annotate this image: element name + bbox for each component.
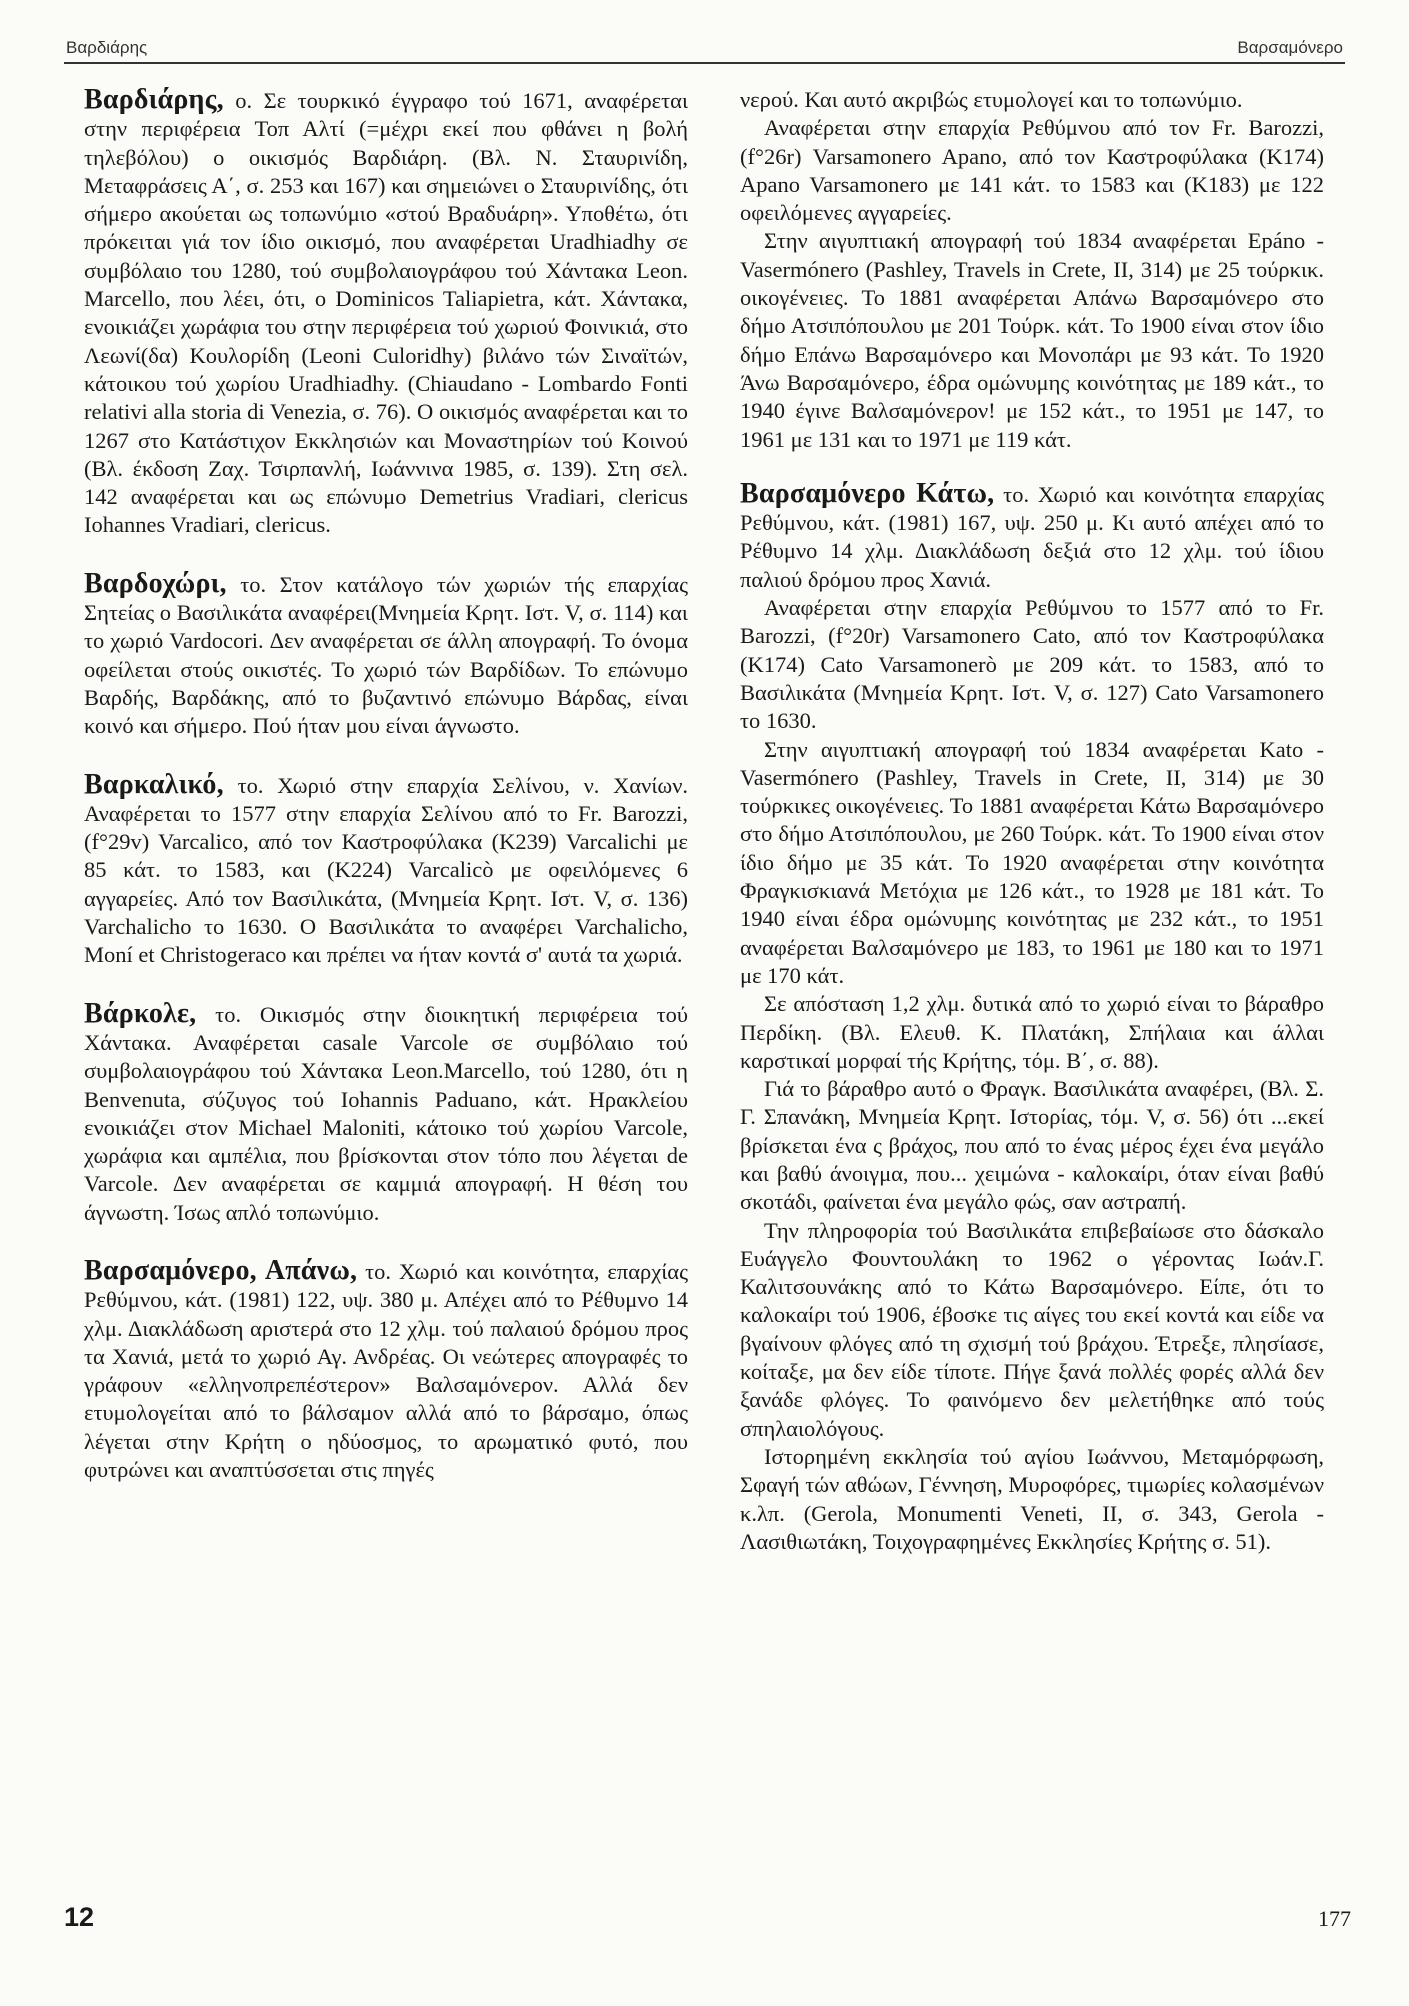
headword: Βαρκαλικό, [84,768,224,800]
entry-text: το. Χωριό στην επαρχία Σελίνου, ν. Χανίων. Αναφέρεται το 1577 στην επαρχία Σελίνου από το Fr. Barozzi, (f°29v) Varcalico, από τον Καστροφύλακα (K239) Varcalichi με 85 κάτ. το 1583, και (K224) Varcalicò με οφειλόμενες 6 αγγαρείες. Από τον Βασιλικάτα, (Μνημεία Κρητ. Ιστ. V, σ. 136) Varchalicho το 1630. Ο Βασιλικάτα το αναφέρει Varchalicho, Moní et Christogeraco και πρέπει να ήταν κοντά σ' αυτά τα χωριά. [84,772,688,968]
entry-varsamonero-apano [84,1254,688,1484]
paragraph: νερού. Και αυτό ακριβώς ετυμολογεί και το τοπωνύμιο. [740,87,1243,112]
right-column [740,86,1324,1896]
headword: Βαρσαμόνερο Κάτω, [740,477,995,509]
headword: Βαρδιάρης, [84,86,224,115]
paragraph: Την πληροφορία τού Βασιλικάτα επιβεβαίωσε στο δάσκαλο Ευάγγελο Φουντουλάκη το 1962 ο γέροντας Ιωάν.Γ. Καλιτσουνάκης από το Κάτω Βαρσαμόνερο. Είπε, ότι το καλοκαίρι τού 1906, έβοσκε τις αίγες του εκεί κοντά και είδε να βγαίνουν φλόγες από τη σχισμή τού βράχου. Έτρεξε, πλησίασε, κοίταξε, μα δεν είδε τίποτε. Πήγε ξανά πολλές φορές αλλά δεν ξανάδε φλόγες. Το φαινόμενο δεν μελετήθηκε από τούς σπηλαιολόγους. [740,1217,1324,1441]
entry-text: ο. Σε τουρκικό έγγραφο τού 1671, αναφέρεται στην περιφέρεια Τοπ Αλτί (=μέχρι εκεί που φθάνει η βολή τηλεβόλου) ο οικισμός Βαρδιάρη. (Βλ. Ν. Σταυρινίδη, Μεταφράσεις Α΄, σ. 253 και 167) και σημειώνει ο Σταυρινίδης, ότι σήμερο ακούεται ως τοπωνύμιο «στού Βραδυάρη». Υποθέτω, ότι πρόκειται γιά τον ίδιο οικισμό, που αναφέρεται Uradhiadhy σε συμβόλαιο του 1280, τού συμβολαιογράφου τού Χάντακα Leon. Marcello, που λέει, ότι, ο Dominicos Taliapietra, κάτ. Χάντακα, ενοικιάζει χωράφια του στην περιφέρεια τού χωριού Φοινικιά, στο Λεωνί(δα) Κουλορίδη (Leoni Culoridhy) βιλάνο τών Σιναϊτών, κάτοικου τού χωρίου Uradhiadhy. (Chiaudano - Lombardo Fonti relativi alla storia di Venezia, σ. 76). Ο οικισμός αναφέρεται και το 1267 στο Κατάστιχον Εκκλησιών και Μοναστηρίων τού Κοινού (Βλ. έκδοση Ζαχ. Τσιρπανλή, Ιωάννινα 1985, σ. 139). Στη σελ. 142 αναφέρεται και ως επώνυμο Demetrius Vradiari, clericus Iohannes Vradiari, clericus. [84,88,688,538]
entry-text: το. Στον κατάλογο τών χωριών τής επαρχίας Σητείας ο Βασιλικάτα αναφέρει(Μνημεία Κρητ. Ιστ. V, σ. 114) και το χωριό Vardocori. Δεν αναφέρεται σε άλλη απογραφή. Το όνομα οφείλεται στούς οικιστές. Το χωριό τών Βαρδίδων. Το επώνυμο Βαρδής, Βαρδάκης, από το βυζαντινό επώνυμο Βάρδας, είναι κοινό και σήμερο. Πού ήταν μου είναι άγνωστο. [84,571,688,739]
entry-vardiaris [84,86,688,540]
left-column [84,86,688,1896]
entry-varsamonero-kato [740,477,1324,1556]
entry-vardochori [84,567,688,741]
paragraph: Ιστορημένη εκκλησία τού αγίου Ιωάννου, Μεταμόρφωση, Σφαγή τών αθώων, Γέννηση, Μυροφόρες, τιμωρίες κολασμένων κ.λπ. (Gerola, Monumenti Veneti, II, σ. 343, Gerola - Λασιθιωτάκη, Τοιχογραφημένες Εκκλησίες Κρήτης σ. 51). [740,1443,1324,1554]
paragraph: Αναφέρεται στην επαρχία Ρεθύμνου το 1577 από το Fr. Barozzi, (f°20r) Varsamonero Cato, από τον Καστροφύλακα (K174) Cato Varsamonerò με 209 κάτ. το 1583, από το Βασιλικάτα (Μνημεία Κρητ. Ιστ. V, σ. 127) Cato Varsamonero το 1630. [740,595,1324,734]
paragraph: Σε απόσταση 1,2 χλμ. δυτικά από το χωριό είναι το βάραθρο Περδίκη. (Βλ. Ελευθ. Κ. Πλατάκη, Σπήλαια και άλλαι καρστικαί μορφαί τής Κρήτης, τόμ. Β΄, σ. 88). [740,991,1324,1073]
headword: Βάρκολε, [84,997,197,1029]
entry-varkole [84,997,688,1227]
entry-varkaliko [84,768,688,970]
entry-varsamonero-apano-continued [740,86,1324,454]
headword: Βαρδοχώρι, [84,567,227,599]
entry-text: το. Οικισμός στην διοικητική περιφέρεια τού Χάντακα. Αναφέρεται casale Varcole σε συμβόλαιο τού συμβολαιογράφου τού Χάντακα Leon.Marcello, τού 1280, ότι η Benvenuta, σύζυγος τού Iohannis Paduano, κάτ. Ηρακλείου ενοικιάζει στον Michael Maloniti, κάτοικο τού χωρίου Varcole, χωράφια και αμπέλια, που βρίσκονται στον τόπο που λέγεται de Varcole. Δεν αναφέρεται σε καμμιά απογραφή. Η θέση του άγνωστη. Ίσως απλό τοπωνύμιο. [84,1001,688,1225]
entry-text: το. Χωριό και κοινότητα επαρχίας Ρεθύμνου, κάτ. (1981) 167, υψ. 250 μ. Κι αυτό απέχει από το Ρέθυμνο 14 χλμ. Διακλάδωση δεξιά στο 12 χλμ. τού ίδιου παλιού δρόμου προς Χανιά. [740,481,1324,592]
header-rule [64,62,1345,64]
header-right-word: Βαρσαμόνερο [1237,38,1343,57]
entry-text: το. Χωριό και κοινότητα, επαρχίας Ρεθύμνου, κάτ. (1981) 122, υψ. 380 μ. Απέχει από το Ρέθυμνο 14 χλμ. Διακλάδωση αριστερά στο 12 χλμ. τού παλαιού δρόμου προς τα Χανιά, μετά το χωριό Αγ. Ανδρέας. Οι νεώτερες απογραφές το γράφουν «ελληνοπρεπέστερον» Βαλσαμόνερον. Αλλά δεν ετυμολογείται από το βάλσαμον αλλά από το βάρσαμο, όπως λέγεται στην Κρήτη ο ηδύοσμος, το αρωματικό φυτό, που φυτρώνει και αναπτύσσεται στις πηγές [84,1258,688,1483]
running-header [64,30,1345,58]
header-left-word: Βαρδιάρης [66,38,148,57]
right-page-number: 177 [1318,1906,1351,1931]
paragraph: Γιά το βάραθρο αυτό ο Φραγκ. Βασιλικάτα αναφέρει, (Βλ. Σ. Γ. Σπανάκη, Μνημεία Κρητ. Ιστορίας, τόμ. V, σ. 56) ότι ...εκεί βρίσκεται ένα ς βράχος, που από το ένας μέρος έχει ένα μεγάλο και βαθύ άνοιγμα, που... χειμώνα - καλοκαίρι, όταν είναι βαθύ σκοτάδι, φαίνεται ένα μεγάλο φώς, σαν αστραπή. [740,1076,1324,1215]
paragraph: Αναφέρεται στην επαρχία Ρεθύμνου από τον Fr. Barozzi, (f°26r) Varsamonero Apano, από τον Καστροφύλακα (K174) Apano Varsamonero με 141 κάτ. το 1583 και (K183) με 122 οφειλόμενες αγγαρείες. [740,115,1324,226]
paragraph: Στην αιγυπτιακή απογραφή τού 1834 αναφέρεται Epáno - Vasermónero (Pashley, Travels in Crete, II, 314) με 25 τούρκικ. οικογένειες. Το 1881 αναφέρεται Απάνω Βαρσαμόνερο στο δήμο Ατσιπόπουλου με 201 Τούρκ. κάτ. Το 1900 είναι στον ίδιο δήμο Επάνω Βαρσαμόνερο και Μονοπάρι με 93 κάτ. Το 1920 Άνω Βαρσαμόνερο, έδρα ομώνυμης κοινότητας με 189 κάτ., το 1940 έγινε Βαλσαμόνερον! με 152 κάτ., το 1951 με 147, το 1961 με 131 και το 1971 με 119 κάτ. [740,228,1324,452]
paragraph: Στην αιγυπτιακή απογραφή τού 1834 αναφέρεται Kato - Vasermónero (Pashley, Travels in Crete, II, 314) με 30 τούρκικες οικογένειες. Το 1881 αναφέρεται Κάτω Βαρσαμόνερο στο δήμο Ατσιπόπουλου, με 260 Τούρκ. κάτ. Το 1900 είναι στον ίδιο δήμο με 35 κάτ. Το 1920 αναφέρεται στην κοινότητα Φραγκισκιανά Μετόχια με 126 κάτ., το 1928 με 181 κάτ. Το 1940 είναι έδρα ομώνυμης κοινότητας με 232 κάτ., το 1951 αναφέρεται Βαλσαμόνερο με 183, το 1961 με 180 και το 1971 με 170 κάτ. [740,736,1324,988]
left-page-number: 12 [64,1902,95,1932]
headword: Βαρσαμόνερο, Απάνω, [84,1254,358,1286]
